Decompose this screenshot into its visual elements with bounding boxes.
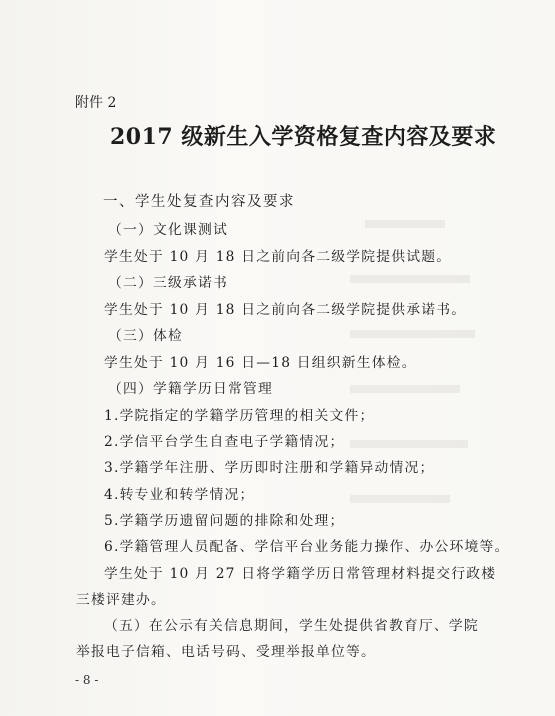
document-title: 2017 级新生入学资格复查内容及要求	[110, 124, 497, 150]
section-heading: 一、学生处复查内容及要求	[103, 194, 295, 210]
subheading-1: （一）文化课测试	[108, 222, 228, 238]
list-item: 5.学籍学历遗留问题的排除和处理；	[104, 513, 345, 529]
paragraph-1: 学生处于 10 月 18 日之前向各二级学院提供试题。	[104, 249, 452, 265]
paragraph-4: 学生处于 10 月 27 日将学籍学历日常管理材料提交行政楼	[104, 566, 497, 582]
subheading-5: （五）在公示有关信息期间，学生处提供省教育厅、学院	[104, 618, 479, 634]
subheading-2: （二）三级承诺书	[108, 275, 228, 291]
annex-label: 附件 2	[75, 95, 117, 111]
subheading-4: （四）学籍学历日常管理	[108, 381, 273, 397]
list-item: 1.学院指定的学籍学历管理的相关文件；	[104, 408, 375, 424]
list-item: 4.转专业和转学情况；	[104, 487, 255, 503]
list-item: 3.学籍学年注册、学历即时注册和学籍异动情况；	[104, 460, 435, 476]
paragraph-4-continued: 三楼评建办。	[76, 592, 166, 608]
page-number: - 8 -	[75, 673, 99, 687]
paragraph-5-continued: 举报电子信箱、电话号码、受理举报单位等。	[76, 644, 376, 660]
paragraph-2: 学生处于 10 月 18 日之前向各二级学院提供承诺书。	[104, 302, 467, 318]
paragraph-3: 学生处于 10 月 16 日—18 日组织新生体检。	[104, 355, 417, 371]
list-item: 6.学籍管理人员配备、学信平台业务能力操作、办公环境等。	[104, 539, 510, 555]
subheading-3: （三）体检	[108, 328, 183, 344]
list-item: 2.学信平台学生自查电子学籍情况；	[104, 434, 345, 450]
